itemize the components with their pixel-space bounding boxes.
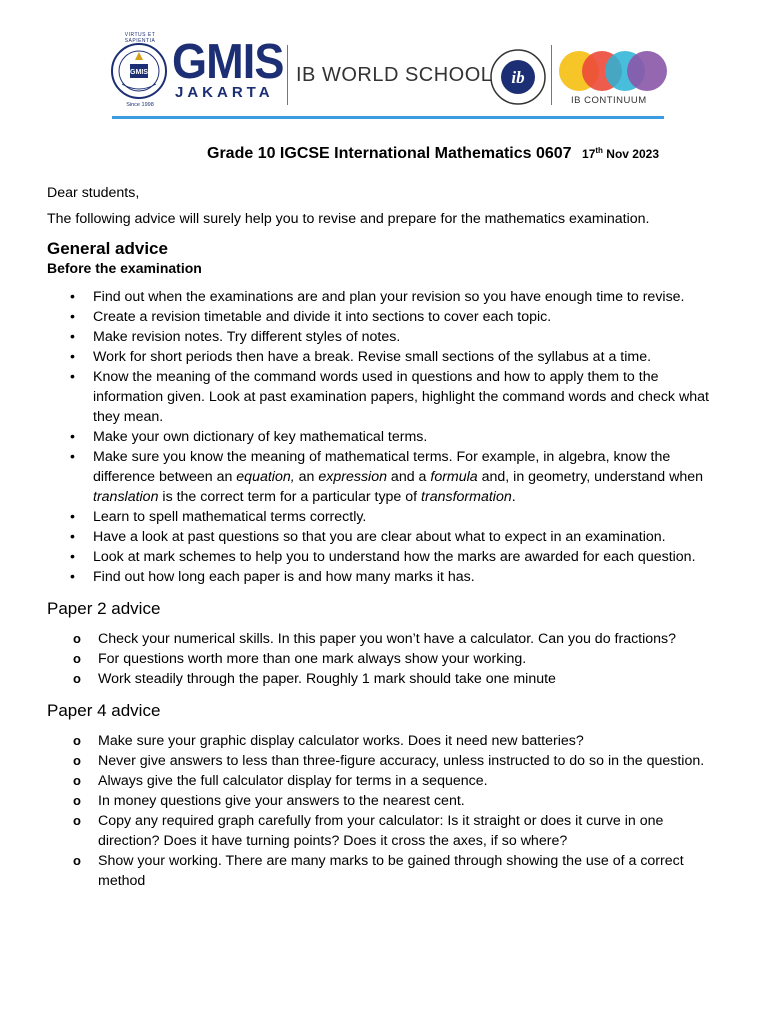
text-run: Make sure you know the meaning of mathematical terms. For example, in algebra, know the difference between an: [93, 449, 671, 485]
item-text: Show your working. There are many marks to be gained through showing the use of a correct method: [98, 853, 684, 889]
list-item: • Work for short periods then have a break. Revise small sections of the syllabus at a time.: [47, 347, 727, 367]
list-item: • Find out how long each paper is and how many marks it has.: [47, 567, 727, 587]
list-item: • Find out when the examinations are and plan your revision so you have enough time to revise.: [47, 287, 727, 307]
paper-4-list: [47, 731, 727, 891]
list-item: [47, 811, 727, 851]
text-run: .: [511, 489, 516, 505]
before-exam-heading: Before the examination: [47, 260, 202, 276]
term-equation: equation,: [236, 469, 295, 485]
list-item: [47, 771, 727, 791]
general-advice-list: [47, 287, 727, 587]
header-rule: [112, 116, 664, 119]
paper-2-list: [47, 629, 727, 689]
item-text: Never give answers to less than three-figure accuracy, unless instructed to do so in the question.: [98, 753, 705, 769]
item-text: Copy any required graph carefully from your calculator: Is it straight or does it curve in one direction? Does it have turning points? Does it cross the axes, if so where?: [98, 813, 664, 849]
intro-paragraph: The following advice will surely help you to revise and prepare for the mathematics examination.: [47, 211, 650, 227]
term-transformation: transformation: [421, 489, 512, 505]
circle-bullet: o: [73, 753, 81, 768]
list-item: [47, 669, 727, 689]
text-run: an: [294, 469, 319, 485]
school-seal-icon: [110, 40, 168, 102]
list-item: • Learn to spell mathematical terms correctly.: [47, 507, 727, 527]
item-text: Always give the full calculator display for terms in a sequence.: [98, 773, 488, 789]
date-day: 17: [582, 147, 596, 161]
list-item: [47, 629, 727, 649]
general-advice-heading: General advice: [47, 239, 168, 258]
gmis-logo: [172, 35, 284, 102]
ib-continuum-circles-icon: [558, 50, 668, 92]
list-item: [47, 447, 727, 507]
list-item: • Make revision notes. Try different styles of notes.: [47, 327, 727, 347]
text-run: is the correct term for a particular type of: [158, 489, 422, 505]
page-header: [0, 0, 768, 125]
document-body: [47, 183, 727, 891]
circle-bullet: o: [73, 793, 81, 808]
item-text: Check your numerical skills. In this paper you won’t have a calculator. Can you do fractions?: [98, 631, 677, 647]
circle-bullet: o: [73, 853, 81, 868]
list-item: • Have a look at past questions so that you are clear about what to expect in an examination.: [47, 527, 727, 547]
document-title: [207, 145, 659, 163]
item-text: For questions worth more than one mark always show your working.: [98, 651, 527, 667]
date-rest: Nov 2023: [606, 147, 659, 161]
list-item: [47, 791, 727, 811]
brand-name: GMIS: [172, 35, 284, 89]
circle-bullet: o: [73, 733, 81, 748]
greeting: Dear students,: [47, 185, 140, 201]
circle-bullet: o: [73, 671, 81, 686]
list-item: • Look at mark schemes to help you to understand how the marks are awarded for each question.: [47, 547, 727, 567]
circle-bullet: o: [73, 651, 81, 666]
ib-seal-icon: [489, 48, 547, 106]
paper-2-heading: Paper 2 advice: [47, 599, 161, 618]
text-run: and a: [386, 469, 431, 485]
text-run: and, in geometry, understand when: [477, 469, 703, 485]
date-suffix: th: [595, 146, 603, 155]
brand-city: JAKARTA: [175, 84, 274, 101]
list-item: • Know the meaning of the command words used in questions and how to apply them to the information given. Look at past examination papers, highlight the command words and check what they mean.: [47, 367, 727, 427]
svg-text:GMIS: GMIS: [130, 69, 148, 76]
circle-bullet: o: [73, 773, 81, 788]
seal-motto: VIRTUS ET SAPIENTIA: [124, 32, 156, 44]
circle-bullet: o: [73, 631, 81, 646]
ib-continuum-label: IB CONTINUUM: [571, 95, 647, 106]
paper-4-heading: Paper 4 advice: [47, 701, 161, 720]
list-item: [47, 751, 727, 771]
seal-since: Since 1998: [126, 102, 154, 108]
title-text: Grade 10 IGCSE International Mathematics 0607: [207, 145, 572, 162]
list-item: [47, 731, 727, 751]
circle-bullet: o: [73, 813, 81, 828]
term-translation: translation: [93, 489, 159, 505]
term-formula: formula: [430, 469, 478, 485]
list-item: [47, 851, 727, 891]
list-item: [47, 649, 727, 669]
document-date: [582, 147, 659, 161]
list-item: • Make your own dictionary of key mathematical terms.: [47, 427, 727, 447]
item-text: Work steadily through the paper. Roughly 1 mark should take one minute: [98, 671, 556, 687]
ib-divider: [551, 45, 552, 105]
list-item: • Create a revision timetable and divide it into sections to cover each topic.: [47, 307, 727, 327]
header-divider: [287, 45, 288, 105]
item-text: In money questions give your answers to the nearest cent.: [98, 793, 465, 809]
svg-text:ib: ib: [511, 68, 525, 87]
term-expression: expression: [318, 469, 387, 485]
ib-world-school: IB WORLD SCHOOL: [296, 64, 493, 86]
item-text: Make sure your graphic display calculator works. Does it need new batteries?: [98, 733, 584, 749]
